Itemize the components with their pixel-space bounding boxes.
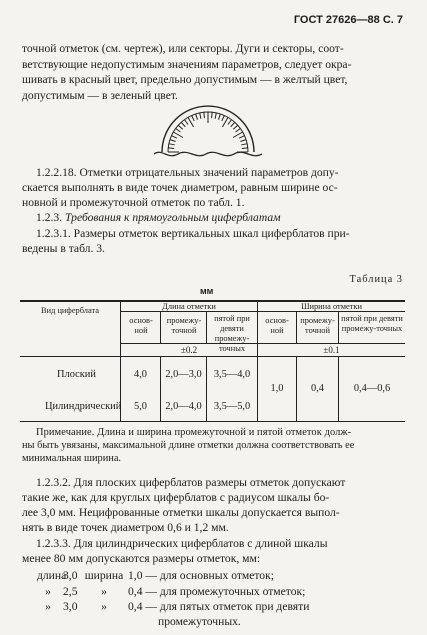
size-list-d: 0,4 — для промежуточных отметок; bbox=[128, 585, 306, 598]
dial-tick bbox=[168, 148, 174, 149]
dial-tick bbox=[241, 144, 247, 145]
para-1-2-3-2-line-2: такие же, как для круглых циферблатов с радиусом шкалы бо- bbox=[22, 491, 330, 504]
table-vline bbox=[257, 300, 258, 421]
para-1-2-3-2-line-1: 1.2.3.2. Для плоских циферблатов размеры отметок допускают bbox=[36, 476, 346, 489]
dial-tick bbox=[231, 122, 235, 126]
table-tolerance-rule bbox=[120, 343, 405, 344]
tolerance-width: ±0.1 bbox=[323, 345, 340, 355]
table-unit: мм bbox=[200, 286, 214, 296]
table-bottom-rule bbox=[20, 421, 405, 422]
dial-tick bbox=[184, 120, 188, 125]
para-1-2-3-1-line-2: ведены в табл. 3. bbox=[22, 242, 105, 255]
dial-tick bbox=[236, 128, 241, 132]
dial-tick bbox=[228, 120, 232, 125]
row-kind: Плоский bbox=[57, 369, 96, 380]
subheader-width-fifth: пятой при девяти промежу-точных bbox=[341, 314, 403, 333]
note-line-2: ны быть увязаны, максимальной длине отметки должна соответствовать ее bbox=[22, 440, 355, 451]
size-list-a: длина bbox=[37, 569, 67, 582]
dial-tick bbox=[196, 114, 198, 120]
subheader-width-main: основ-ной bbox=[265, 316, 289, 335]
size-list-b: 2,5 bbox=[63, 585, 78, 598]
para-1-2-3-3-line-1: 1.2.3.3. Для цилиндрических циферблатов с длиной шкалы bbox=[36, 537, 328, 550]
subheader-length-intermediate: промежу-точной bbox=[166, 316, 202, 335]
dial-arc-drawing bbox=[148, 104, 268, 162]
dial-tick bbox=[233, 125, 237, 129]
intro-line-2: ветствующие недопустимым значениям параметров, следует окра- bbox=[22, 58, 352, 71]
para-1-2-3-2-line-3: лее 3,0 мм. Нецифрованные отметки шкалы допускается выпол- bbox=[22, 506, 340, 519]
section-title: Требования к прямоугольным циферблатам bbox=[65, 211, 281, 224]
row-length-intermediate: 2,0—3,0 bbox=[165, 369, 202, 380]
para-1-2-2-18-line-1: 1.2.2.18. Отметки отрицательных значений параметров допу- bbox=[36, 166, 339, 179]
table-vline bbox=[160, 311, 161, 343]
group-header-length: Длина отметки bbox=[162, 302, 216, 311]
size-list-c: » bbox=[101, 600, 107, 613]
dial-tick bbox=[192, 115, 194, 120]
row-kind: Цилиндрический bbox=[45, 401, 122, 412]
size-list-tail: промежуточных. bbox=[158, 615, 241, 628]
row-length-main: 5,0 bbox=[134, 401, 147, 412]
note-line-1: Примечание. Длина и ширина промежуточной и пятой отметок долж- bbox=[36, 427, 352, 438]
para-1-2-3-3-line-2: менее 80 мм допускаются размеры отметок, мм: bbox=[22, 552, 261, 565]
tolerance-length: ±0.2 bbox=[180, 345, 198, 355]
dial-tick bbox=[204, 112, 205, 118]
row-length-fifth: 3,5—5,0 bbox=[213, 401, 251, 412]
dial-tick bbox=[212, 112, 213, 118]
para-1-2-3-1-line-1: 1.2.3.1. Размеры отметок вертикальных шкал циферблатов при- bbox=[36, 227, 350, 240]
section-number: 1.2.3. bbox=[36, 211, 63, 224]
group-header-width: Ширина отметки bbox=[301, 302, 362, 311]
para-1-2-3-2-line-4: нять в виде точек диаметром 0,6 и 1,2 мм. bbox=[22, 521, 229, 534]
section-heading bbox=[36, 211, 281, 225]
subheader-width-intermediate: промежу-точной bbox=[300, 316, 335, 335]
row-length-fifth: 3,5—4,0 bbox=[213, 369, 251, 380]
dial-tick bbox=[219, 114, 221, 120]
table-caption: Таблица 3 bbox=[349, 274, 403, 285]
size-list-a: » bbox=[45, 600, 51, 613]
size-list-a: » bbox=[45, 585, 51, 598]
dial-tick bbox=[242, 148, 248, 149]
width-intermediate: 0,4 bbox=[311, 383, 324, 394]
dial-tick bbox=[181, 122, 185, 126]
dial-tick bbox=[215, 113, 216, 119]
dial-tick bbox=[176, 128, 181, 132]
intro-line-4: допустимым — в зеленый цвет. bbox=[22, 89, 178, 102]
size-list-c: » bbox=[101, 585, 107, 598]
dial-tick bbox=[239, 136, 244, 138]
subheader-length-main: основ-ной bbox=[129, 316, 153, 335]
col-header-kind: Вид циферблата bbox=[41, 306, 99, 315]
size-list-b: 3,0 bbox=[63, 569, 78, 582]
dial-tick bbox=[169, 144, 175, 145]
intro-line-3: шивать в красный цвет, предельно допустимым — в желтый цвет, bbox=[22, 73, 348, 86]
table-vline bbox=[296, 311, 297, 343]
dial-tick bbox=[222, 115, 224, 120]
intro-line-1: точной отметок (см. чертеж), или секторы. Дуги и секторы, соот- bbox=[22, 42, 344, 55]
size-list-d: 1,0 — для основных отметок; bbox=[128, 569, 274, 582]
dial-tick bbox=[170, 140, 176, 142]
page-header: ГОСТ 27626—88 С. 7 bbox=[293, 14, 403, 26]
width-main: 1,0 bbox=[270, 383, 284, 394]
row-length-main: 4,0 bbox=[134, 369, 147, 380]
size-list-d: 0,4 — для пятых отметок при девяти bbox=[128, 600, 310, 613]
width-fifth: 0,4—0,6 bbox=[353, 383, 391, 394]
note-line-3: минимальная ширина. bbox=[22, 453, 122, 464]
table-vline bbox=[206, 311, 207, 343]
para-1-2-2-18-line-3: новной и промежуточной отметок по табл. 1. bbox=[22, 196, 245, 209]
table-header-rule bbox=[20, 356, 405, 357]
dial-tick bbox=[178, 125, 182, 129]
dial-tick bbox=[200, 113, 201, 119]
para-1-2-2-18-line-2: скается выполнять в виде точек диаметром, равным ширине ос- bbox=[22, 181, 338, 194]
dial-tick bbox=[240, 140, 246, 142]
dial-tick bbox=[171, 136, 176, 138]
row-length-intermediate: 2,0—4,0 bbox=[165, 401, 202, 412]
size-list-c: ширина bbox=[84, 569, 124, 582]
table-vline bbox=[338, 311, 339, 343]
size-list-b: 3,0 bbox=[63, 600, 78, 613]
subheader-length-fifth: пятой при девяти промежу-точных bbox=[214, 314, 250, 353]
